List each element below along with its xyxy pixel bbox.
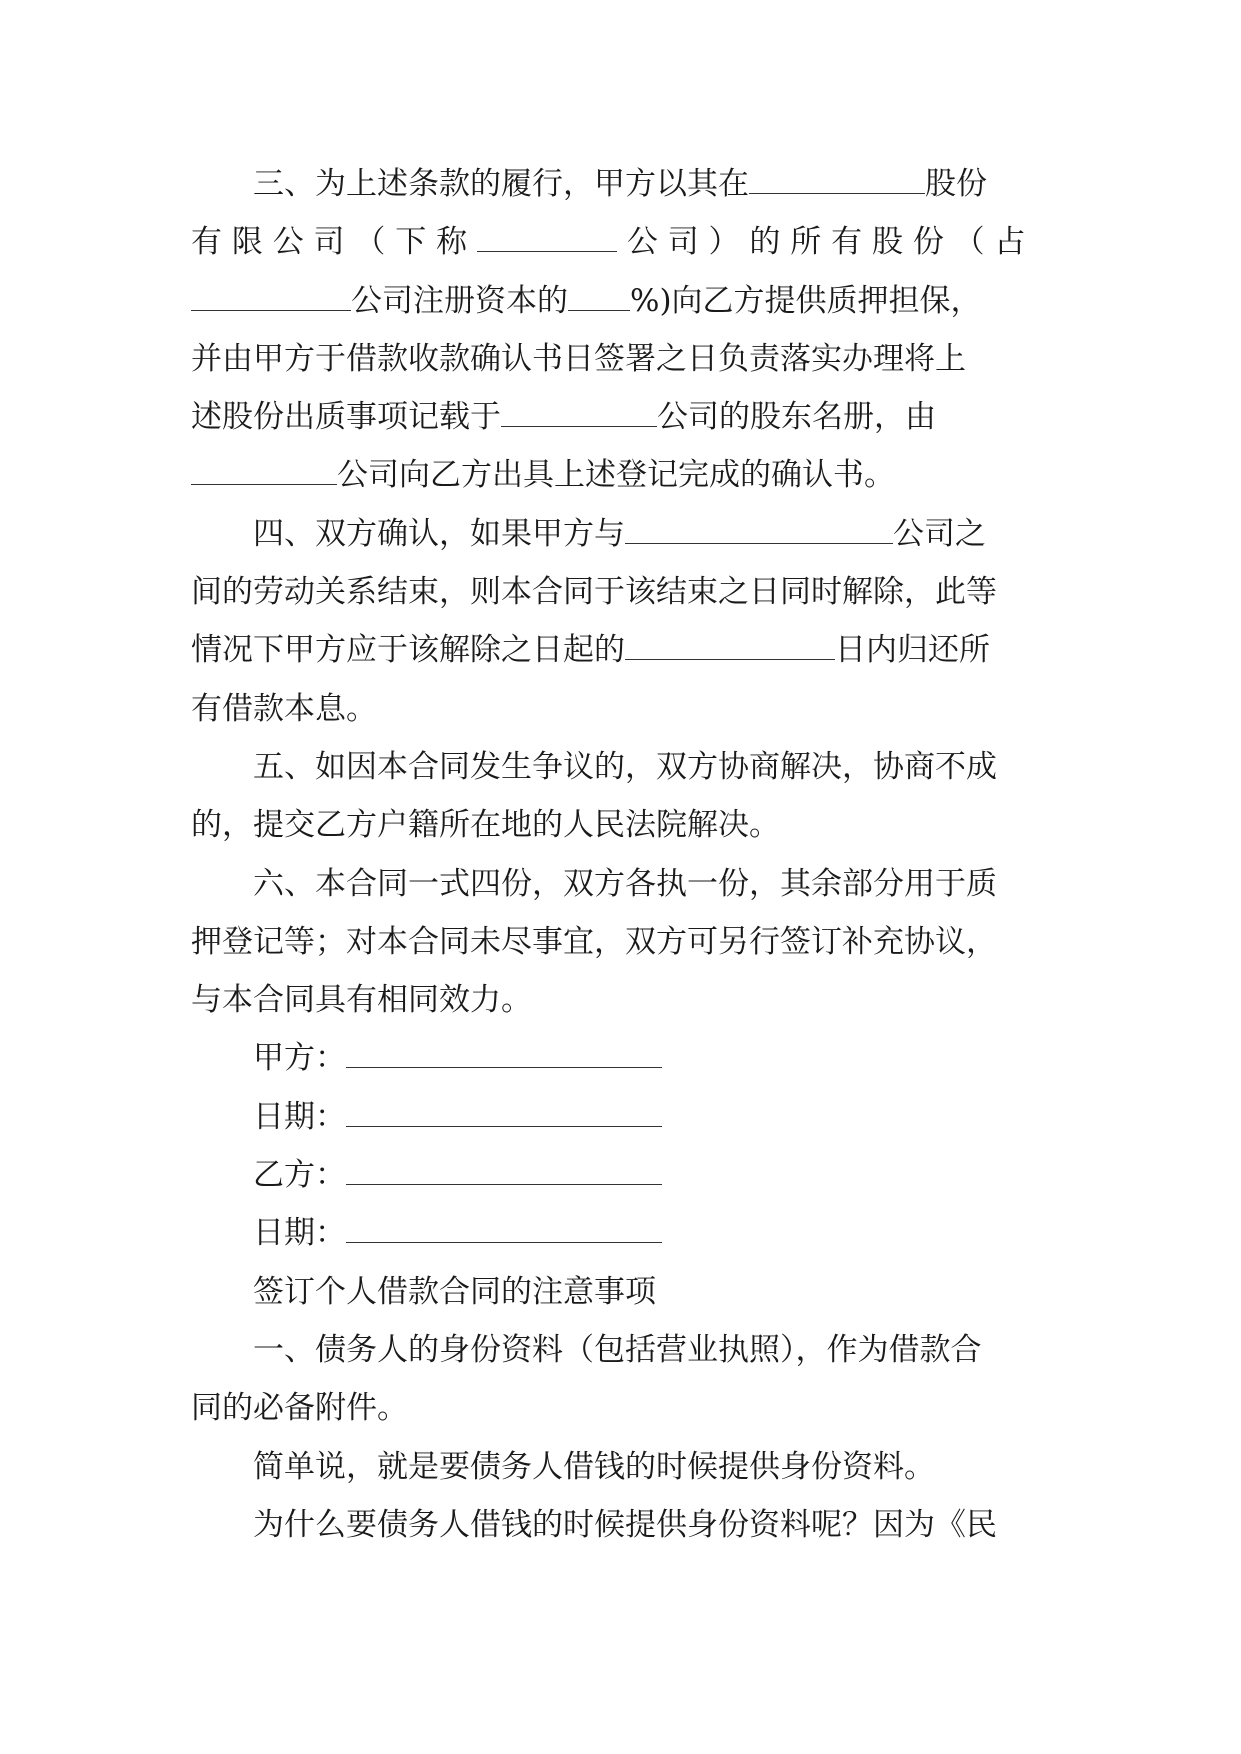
clause4-text: 日内归还所	[835, 632, 990, 669]
signature-date-a	[191, 1088, 1047, 1146]
clause3-line2	[191, 213, 1047, 271]
signature-label: 日期：	[253, 1215, 346, 1252]
notes-p1-line1: 一、债务人的身份资料（包括营业执照），作为借款合	[253, 1331, 982, 1368]
clause3-text: 股份	[925, 166, 987, 202]
clause3-line5	[191, 388, 1047, 446]
clause6-line1: 六、本合同一式四份，双方各执一份，其余部分用于质	[253, 865, 997, 902]
clause3-line3	[191, 272, 1047, 330]
signature-field	[346, 1156, 662, 1185]
blank-field	[191, 283, 351, 311]
signature-date-b	[191, 1204, 1047, 1262]
signature-party-a	[191, 1029, 1047, 1087]
blank-field	[477, 224, 617, 252]
clause6-line2: 押登记等；对本合同未尽事宜，双方可另行签订补充协议，	[191, 923, 997, 960]
clause4-line3	[191, 621, 1047, 679]
clause3-text: 公司注册资本的	[351, 282, 568, 319]
clause4-text: 公司之	[893, 515, 986, 552]
blank-field	[501, 399, 657, 427]
clause6-line3: 与本合同具有相同效力。	[191, 982, 532, 1019]
signature-label: 乙方：	[253, 1157, 346, 1194]
clause3-text: 公司的股东名册，由	[657, 399, 936, 436]
clause5-line1: 五、如因本合同发生争议的，双方协商解决，协商不成	[253, 748, 997, 785]
clause3-line1	[191, 155, 1047, 213]
signature-field	[346, 1214, 662, 1243]
blank-field	[625, 632, 835, 660]
notes-p3: 为什么要债务人借钱的时候提供身份资料呢？因为《民	[253, 1506, 997, 1543]
blank-field	[749, 166, 925, 194]
clause3-line6	[191, 446, 1047, 504]
clause4-text: 情况下甲方应于该解除之日起的	[191, 632, 625, 669]
clause4-line1	[191, 505, 1047, 563]
document-page	[191, 155, 1047, 1554]
signature-field	[346, 1098, 662, 1127]
clause3-text: 述股份出质事项记载于	[191, 399, 501, 436]
notes-p1-line2: 同的必备附件。	[191, 1390, 408, 1427]
blank-field	[625, 516, 893, 544]
blank-field	[191, 458, 337, 486]
signature-label: 甲方：	[253, 1040, 346, 1077]
notes-p2: 简单说，就是要债务人借钱的时候提供身份资料。	[253, 1448, 935, 1485]
clause3-text: 三、为上述条款的履行，甲方以其在	[253, 166, 749, 202]
clause3-text: 公司向乙方出具上述登记完成的确认书。	[337, 457, 895, 494]
clause4-text: 四、双方确认，如果甲方与	[253, 515, 625, 552]
clause4-line4: 有借款本息。	[191, 690, 377, 727]
clause3-line4: 并由甲方于借款收款确认书日签署之日负责落实办理将上	[191, 340, 966, 377]
clause3-text: %)向乙方提供质押担保，	[630, 282, 982, 319]
clause4-line2: 间的劳动关系结束，则本合同于该结束之日同时解除，此等	[191, 574, 997, 611]
clause5-line2: 的，提交乙方户籍所在地的人民法院解决。	[191, 807, 780, 844]
blank-field	[568, 283, 630, 311]
clause3-text: 公 司 ） 的 所 有 股 份 （ 占	[626, 224, 1026, 261]
signature-label: 日期：	[253, 1098, 346, 1135]
notes-title: 签订个人借款合同的注意事项	[253, 1273, 656, 1310]
signature-party-b	[191, 1146, 1047, 1204]
signature-field	[346, 1040, 662, 1069]
clause3-text: 有 限 公 司 （ 下 称	[191, 224, 468, 261]
